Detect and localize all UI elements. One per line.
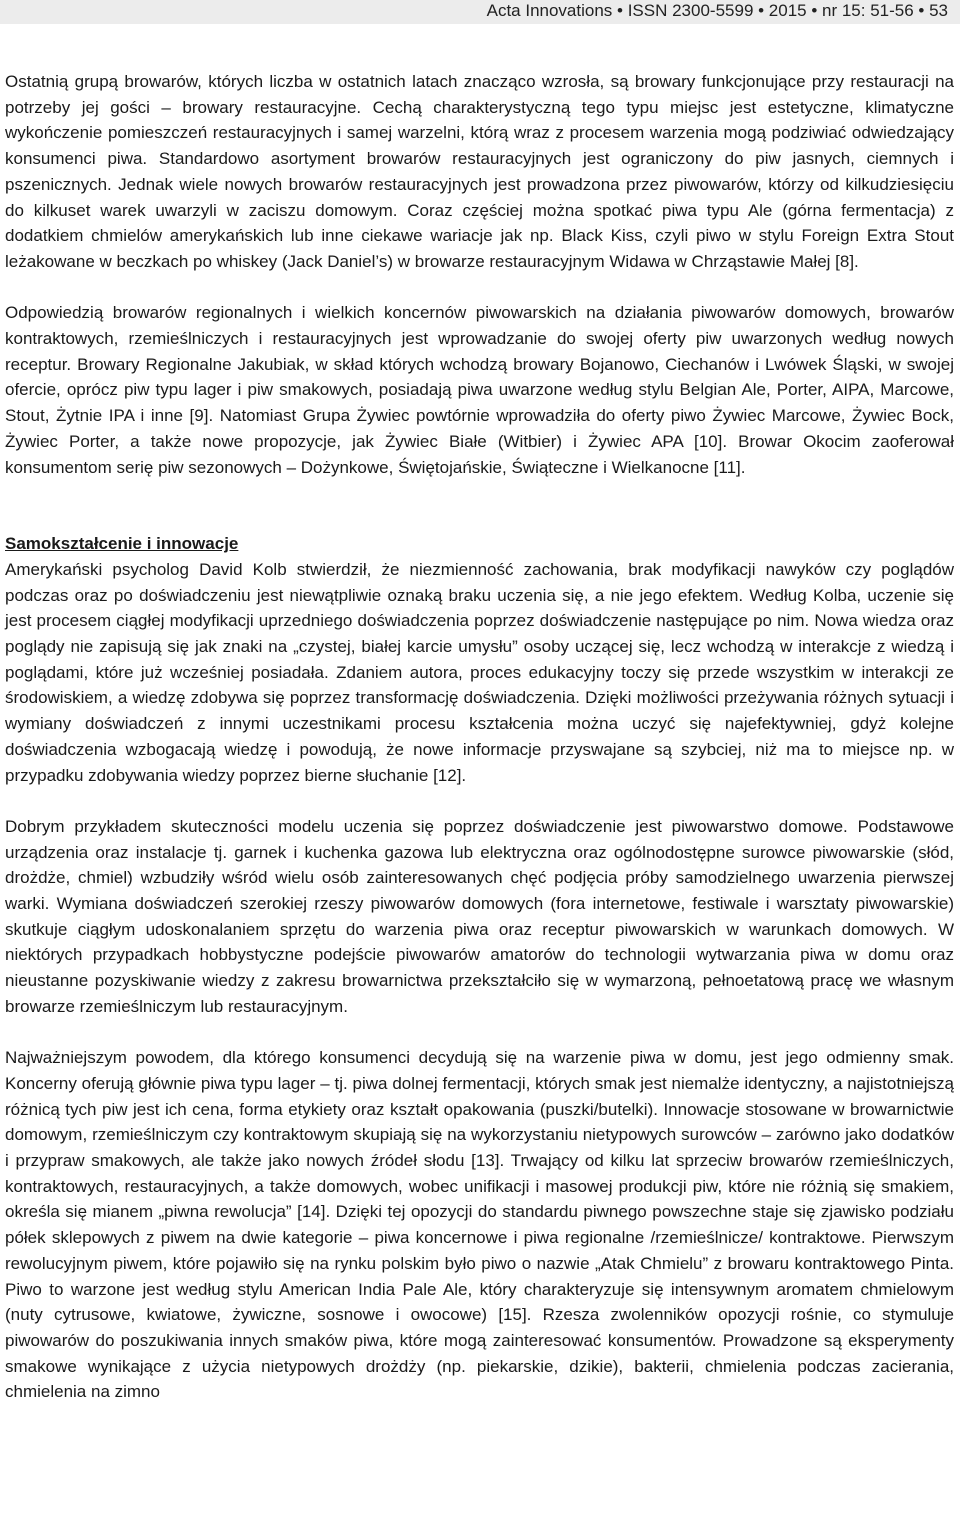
article-body [5,69,954,1405]
paragraph-restaurant-breweries: Ostatnią grupą browarów, których liczba w ostatnich latach znacząco wzrosła, są browary funkcjonujące przy restauracji na potrzeby jej gości – browary restauracyjne. Cechą charakterystyczną tego typu miejsc jest estetyczne, klimatyczne wykończenie pomieszczeń restauracyjnych i samej warzelni, którą wraz z procesem warzenia mogą podziwiać odwiedzający konsumenci piwa. Standardowo asortyment browarów restauracyjnych jest ograniczony do piw jasnych, ciemnych i pszenicznych. Jednak wiele nowych browarów restauracyjnych jest prowadzona przez piwowarów, którzy od kilkudziesięciu do kilkuset warek uwarzyli w zaciszu domowym. Coraz częściej można spotkać piwa typu Ale (górna fermentacja) z dodatkiem chmielów amerykańskich lub inne ciekawe wariacje jak np. Black Kiss, czyli piwo w stylu Foreign Extra Stout leżakowane w beczkach po whiskey (Jack Daniel’s) w browarze restauracyjnym Widawa w Chrząstawie Małej [8]. [5,72,954,271]
paragraph-spacer [5,275,954,301]
paragraph-spacer [5,1020,954,1046]
paragraph-beer-revolution: Najważniejszym powodem, dla którego konsumenci decydują się na warzenie piwa w domu, jest jego odmienny smak. Koncerny oferują głównie piwa typu lager – tj. piwa dolnej fermentacji, których smak jest niemalże identyczny, a najistotniejszą różnicą tych piw jest ich cena, forma etykiety oraz kształt opakowania (puszki/butelki). Innowacje stosowane w browarnictwie domowym, rzemieślniczym czy kontraktowym skupiają się na wykorzystaniu nietypowych surowców – zarówno jako dodatków i przypraw smakowych, ale także jako nowych źródeł słodu [13]. Trwający od kilku lat sprzeciw browarów rzemieślniczych, kontraktowych, restauracyjnych, a także domowych, wobec unifikacji i masowej produkcji piw, które nie różnią się smakiem, określa się mianem „piwna rewolucja” [14]. Dzięki tej opozycji do standardu piwnego powszechne staje się zjawisko podziału półek sklepowych z piwem na dwie kategorie – piwa koncernowe i piwa regionalne /rzemieślnicze/ kontraktowe. Pierwszym rewolucyjnym piwem, które pojawiło się na rynku polskim było piwo o nazwie „Atak Chmielu” z browaru kontraktowego Pinta. Piwo to warzone jest według stylu American India Pale Ale, który charakteryzuje się intensywnym aromatem chmielowym (nuty cytrusowe, kwiatowe, żywiczne, sosnowe i owocowe) [15]. Rzesza zwolenników opozycji rośnie, co stymuluje piwowarów do poszukiwania innych smaków piwa, które mogą zainteresować konsumentów. Prowadzone są eksperymenty smakowe wynikające z użycia nietypowych drożdży (np. piekarskie, dzikie), bakterii, chmielenia podczas zacierania, chmielenia na zimno [5,1048,954,1402]
paragraph-homebrewing: Dobrym przykładem skuteczności modelu uczenia się poprzez doświadczenie jest piwowarstwo domowe. Podstawowe urządzenia oraz instalacje tj. garnek i kuchenka gazowa lub elektryczna oraz ogólnodostępne surowce piwowarskie (słód, drożdże, chmiel) wzbudziły wśród wielu osób zainteresowanych chęć podjęcia próby samodzielnego uwarzenia pierwszej warki. Wymiana doświadczeń szerokiej rzeszy piwowarów domowych (fora internetowe, festiwale i warsztaty piwowarskie) skutkuje ciągłym udoskonalaniem sprzętu do warzenia piwa oraz receptur piwowarskich w warunkach domowych. W niektórych przypadkach hobbystyczne podejście piwowarów amatorów do technologii wytwarzania piwa w domu oraz nieustanne pozyskiwanie wiedzy z zakresu browarnictwa przekształciło się w wymarzoną, pełnoetatową pracę we własnym browarze rzemieślniczym lub restauracyjnym. [5,816,954,1016]
running-header: Acta Innovations • ISSN 2300-5599 • 2015 • nr 15: 51-56 • 53 [0,0,960,24]
paragraph-kolb-learning: Amerykański psycholog David Kolb stwierdził, że niezmienność zachowania, brak modyfikacji nawyków czy poglądów podczas oraz po doświadczeniu jest niewątpliwie oznaką braku uczenia się, a nie jego efektem. Według Kolba, uczenie się jest procesem ciągłej modyfikacji uprzedniego doświadczenia poprzez doświadczenie następujące po nim. Nowa wiedza oraz poglądy nie zapisują się jak znaki na „czystej, białej karcie umysłu” osoby uczącej się, lecz wchodzą w interakcje z wiedzą i poglądami, które już wcześniej posiadała. Zdaniem autora, proces edukacyjny toczy się przede wszystkim w interakcji ze środowiskiem, a wiedzę zdobywa się poprzez transformację doświadczenia. Dzięki możliwości przeżywania różnych sytuacji i wymiany doświadczeń z innymi uczestnikami procesu kształcenia można uczyć się najefektywniej, gdyż kolejne doświadczenia wzbogacają wiedzę i powodują, że nowe informacje przyswajane są szybciej, niż ma to miejsce np. w przypadku zdobywania wiedzy poprzez bierne słuchanie [12]. [5,559,954,785]
section-heading: Samokształcenie i innowacje [5,534,239,554]
section-spacer [5,480,954,531]
paragraph-spacer [5,788,954,814]
paragraph-regional-breweries: Odpowiedzią browarów regionalnych i wielkich koncernów piwowarskich na działania piwowarów domowych, browarów kontraktowych, rzemieślniczych i restauracyjnych jest wprowadzanie do swojej oferty piw uwarzonych według nowych receptur. Browary Regionalne Jakubiak, w skład których wchodzą browary Bojanowo, Ciechanów i Lwówek Śląski, w swojej ofercie, oprócz piw typu lager i piw smakowych, posiadają piwa uwarzone według stylu Belgian Ale, Porter, AIPA, Marcowe, Stout, Żytnie IPA i inne [9]. Natomiast Grupa Żywiec powtórnie wprowadziła do oferty piwo Żywiec Marcowe, Żywiec Bock, Żywiec Porter, a także nowe propozycje, jak Żywiec Białe (Witbier) i Żywiec APA [10]. Browar Okocim zaoferował konsumentom serię piw sezonowych – Dożynkowe, Świętojańskie, Świąteczne i Wielkanocne [11]. [5,303,954,477]
